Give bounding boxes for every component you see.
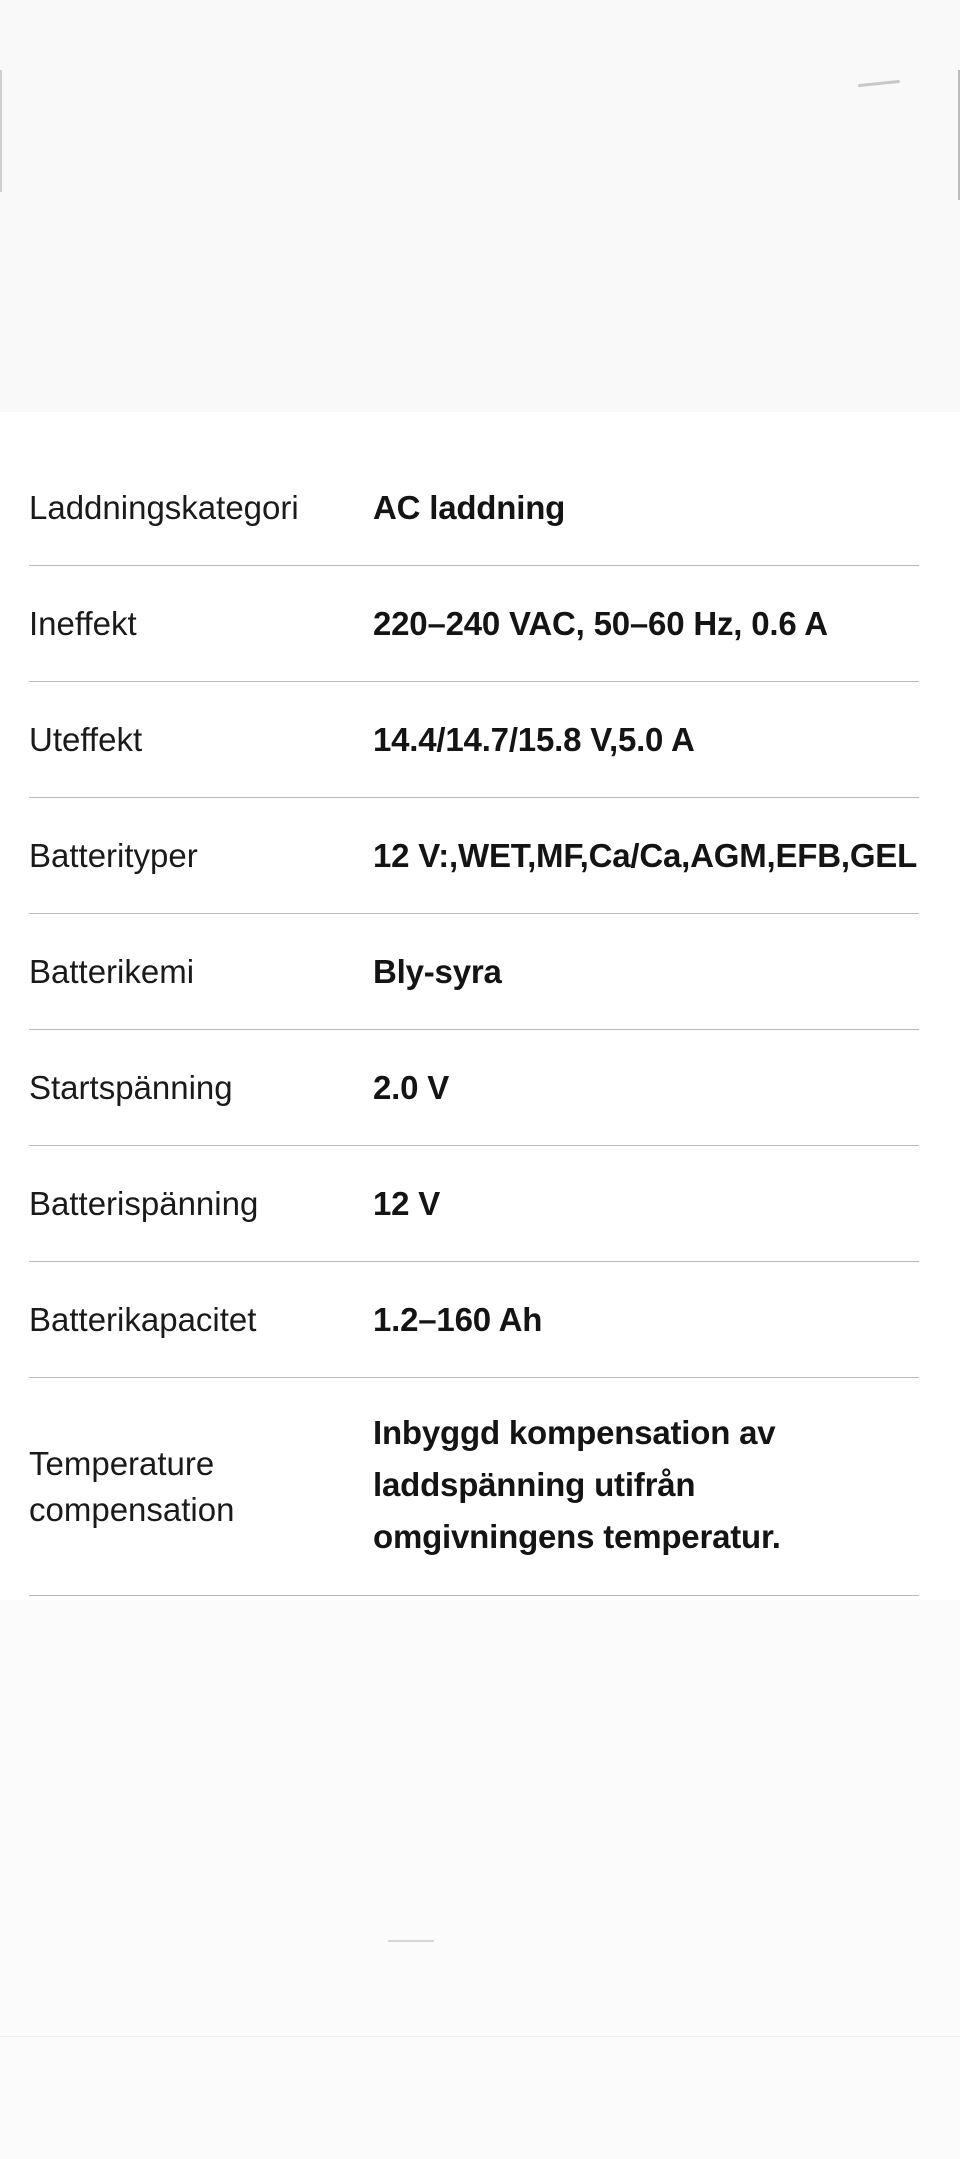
spec-label: Startspänning	[29, 1068, 233, 1106]
bottom-blank-area	[0, 1600, 960, 2159]
spec-value: 12 V:,WET,MF,Ca/Ca,AGM,EFB,GEL	[373, 836, 918, 874]
spec-value: Inbyggd kompensation av laddspänning utifrån omgivningens temperatur.	[373, 1414, 781, 1555]
spec-row-charging-category	[29, 450, 919, 566]
section-divider	[0, 2036, 960, 2037]
spec-label: Batterityper	[29, 836, 198, 874]
spec-label: Batterikapacitet	[29, 1300, 257, 1338]
spec-label: Uteffekt	[29, 720, 143, 758]
spec-value: 14.4/14.7/15.8 V,5.0 A	[373, 720, 695, 758]
spec-label: Ineffekt	[29, 604, 137, 642]
spec-row-battery-voltage	[29, 1146, 919, 1262]
spec-value: Bly-syra	[373, 952, 502, 990]
spec-value: 1.2–160 Ah	[373, 1300, 543, 1338]
spec-row-battery-chemistry	[29, 914, 919, 1030]
spec-row-start-voltage	[29, 1030, 919, 1146]
spec-value: AC laddning	[373, 488, 566, 526]
spec-value: 220–240 VAC, 50–60 Hz, 0.6 A	[373, 604, 828, 642]
spec-label: Laddningskategori	[29, 488, 299, 526]
spec-label: Batterikemi	[29, 952, 195, 990]
spec-row-battery-types	[29, 798, 919, 914]
top-banner-area	[0, 0, 960, 412]
spec-table	[29, 450, 919, 1596]
left-edge-mark	[0, 70, 2, 192]
spec-row-battery-capacity	[29, 1262, 919, 1378]
spec-label: Temperature compensation	[29, 1444, 235, 1528]
spec-row-output-power	[29, 682, 919, 798]
spec-label: Batterispänning	[29, 1184, 259, 1222]
stray-mark	[858, 80, 900, 87]
spec-row-temperature-compensation	[29, 1378, 919, 1596]
stray-mark	[388, 1940, 434, 1942]
spec-row-input-power	[29, 566, 919, 682]
spec-value: 12 V	[373, 1184, 441, 1222]
spec-value: 2.0 V	[373, 1068, 450, 1106]
